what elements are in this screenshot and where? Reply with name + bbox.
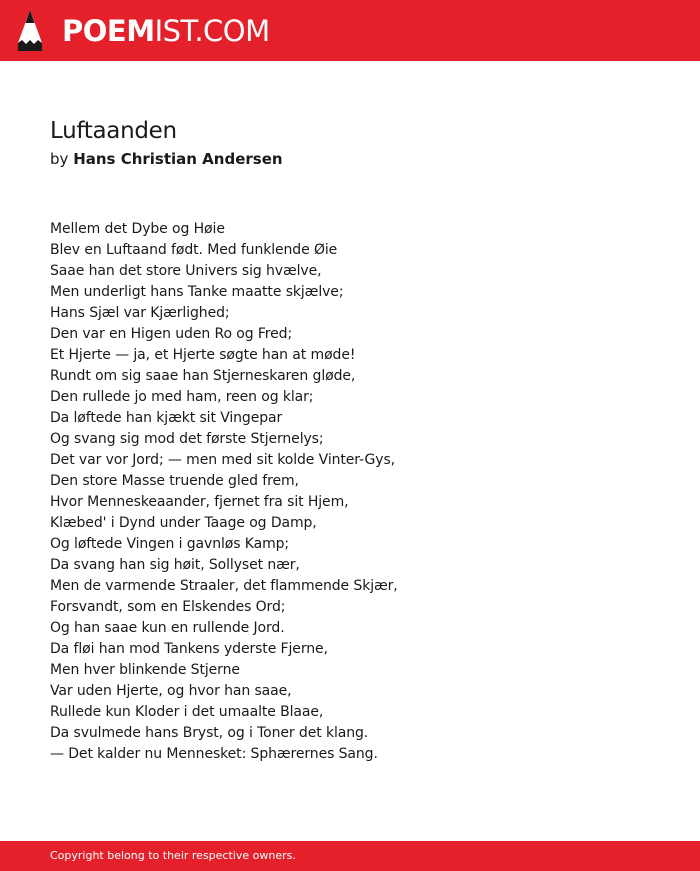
brand-bold: POEM <box>62 14 155 48</box>
poem-line: Blev en Luftaand født. Med funklende Øie <box>50 242 338 258</box>
poem-line: Klæbed' i Dynd under Taage og Damp, <box>50 515 317 531</box>
poem-line: Rundt om sig saae han Stjerneskaren gløde, <box>50 368 356 384</box>
poem-line: Saae han det store Univers sig hvælve, <box>50 263 322 279</box>
poem-line: Var uden Hjerte, og hvor han saae, <box>50 683 292 699</box>
pencil-tip-icon <box>17 9 43 53</box>
brand-light: IST.COM <box>154 14 270 48</box>
poem-line: Og løftede Vingen i gavnløs Kamp; <box>50 536 290 552</box>
poem-line: Da fløi han mod Tankens yderste Fjerne, <box>50 641 328 657</box>
poem-line: Mellem det Dybe og Høie <box>50 221 225 237</box>
poem-line: Og svang sig mod det første Stjernelys; <box>50 431 324 447</box>
author-name: Hans Christian Andersen <box>73 150 283 168</box>
site-footer <box>0 841 700 871</box>
poem-title: Luftaanden <box>50 118 177 144</box>
poem-line: Hvor Menneskeaander, fjernet fra sit Hjem, <box>50 494 349 510</box>
copyright-text: Copyright belong to their respective owners. <box>50 849 296 862</box>
by-label: by <box>50 150 69 168</box>
poem-line: Og han saae kun en rullende Jord. <box>50 620 285 636</box>
poem-line: Men hver blinkende Stjerne <box>50 662 240 678</box>
poem-line: Rullede kun Kloder i det umaalte Blaae, <box>50 704 324 720</box>
poem-line: — Det kalder nu Mennesket: Sphærernes Sang. <box>50 746 378 762</box>
poem-line: Den rullede jo med ham, reen og klar; <box>50 389 314 405</box>
poem-line: Men de varmende Straaler, det flammende Skjær, <box>50 578 398 594</box>
byline <box>50 149 283 169</box>
poem-line: Forsvandt, som en Elskendes Ord; <box>50 599 286 615</box>
poem-line: Den var en Higen uden Ro og Fred; <box>50 326 293 342</box>
poem-line: Et Hjerte — ja, et Hjerte søgte han at møde! <box>50 347 356 363</box>
poem-line: Det var vor Jord; — men med sit kolde Vinter-Gys, <box>50 452 396 468</box>
poem-line: Den store Masse truende gled frem, <box>50 473 299 489</box>
poem-line: Men underligt hans Tanke maatte skjælve; <box>50 284 344 300</box>
poem-line: Da svulmede hans Bryst, og i Toner det klang. <box>50 725 369 741</box>
poem-body <box>50 219 398 765</box>
poem-line: Da svang han sig høit, Sollyset nær, <box>50 557 300 573</box>
poem-line: Hans Sjæl var Kjærlighed; <box>50 305 230 321</box>
poem-line: Da løftede han kjækt sit Vingepar <box>50 410 283 426</box>
site-logo-link[interactable] <box>62 12 270 50</box>
site-header <box>0 0 700 61</box>
